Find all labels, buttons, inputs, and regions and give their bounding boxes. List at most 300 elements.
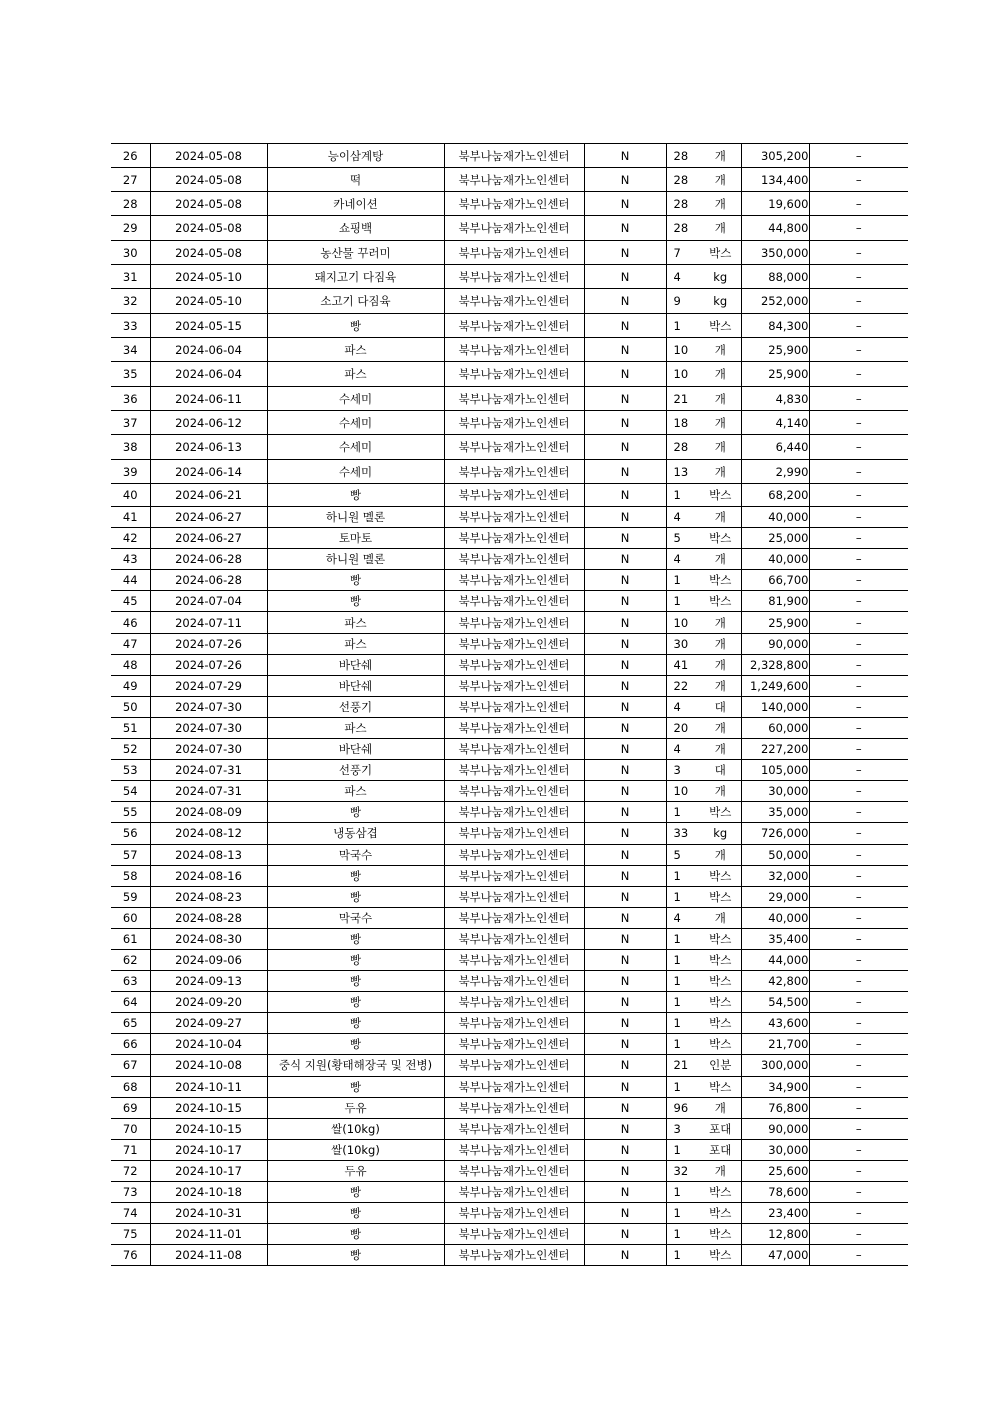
row-unit: 개 <box>700 781 741 802</box>
row-organization: 북부나눔재가노인센터 <box>444 802 584 823</box>
row-item: 수세미 <box>267 435 444 460</box>
row-number: 31 <box>111 265 150 289</box>
row-organization: 북부나눔재가노인센터 <box>444 928 584 949</box>
table-row <box>111 528 908 549</box>
row-organization: 북부나눔재가노인센터 <box>444 289 584 314</box>
row-date: 2024-07-29 <box>150 675 267 696</box>
row-amount: 350,000 <box>741 241 809 265</box>
row-quantity: 1 <box>666 1013 700 1034</box>
row-amount: 68,200 <box>741 484 809 507</box>
row-number: 27 <box>111 168 150 192</box>
row-date: 2024-06-12 <box>150 411 267 435</box>
row-unit: 포대 <box>700 1139 741 1160</box>
row-number: 62 <box>111 949 150 970</box>
row-item: 파스 <box>267 338 444 362</box>
row-date: 2024-06-28 <box>150 570 267 591</box>
row-item: 빵 <box>267 1034 444 1055</box>
row-number: 56 <box>111 823 150 844</box>
row-remark: – <box>809 971 908 992</box>
row-item: 막국수 <box>267 844 444 865</box>
table-row <box>111 1160 908 1181</box>
row-amount: 140,000 <box>741 696 809 717</box>
row-date: 2024-09-20 <box>150 992 267 1013</box>
row-quantity: 1 <box>666 591 700 612</box>
row-number: 71 <box>111 1139 150 1160</box>
row-organization: 북부나눔재가노인센터 <box>444 528 584 549</box>
row-item: 토마토 <box>267 528 444 549</box>
table-row <box>111 823 908 844</box>
row-item: 빵 <box>267 314 444 338</box>
row-unit: kg <box>700 823 741 844</box>
row-flag: N <box>584 1034 666 1055</box>
row-number: 26 <box>111 144 150 168</box>
row-unit: 박스 <box>700 1013 741 1034</box>
row-quantity: 5 <box>666 844 700 865</box>
row-unit: 박스 <box>700 949 741 970</box>
row-date: 2024-08-12 <box>150 823 267 844</box>
row-item: 쇼핑백 <box>267 216 444 241</box>
table-row <box>111 1097 908 1118</box>
row-item: 카네이션 <box>267 192 444 216</box>
table-row <box>111 289 908 314</box>
row-amount: 81,900 <box>741 591 809 612</box>
row-unit: 박스 <box>700 314 741 338</box>
row-quantity: 1 <box>666 865 700 886</box>
row-unit: 개 <box>700 717 741 738</box>
row-organization: 북부나눔재가노인센터 <box>444 460 584 484</box>
row-quantity: 30 <box>666 633 700 654</box>
table-row <box>111 435 908 460</box>
row-item: 빵 <box>267 886 444 907</box>
row-flag: N <box>584 1076 666 1097</box>
row-organization: 북부나눔재가노인센터 <box>444 411 584 435</box>
row-item: 선풍기 <box>267 696 444 717</box>
row-amount: 43,600 <box>741 1013 809 1034</box>
row-flag: N <box>584 1139 666 1160</box>
row-flag: N <box>584 781 666 802</box>
row-quantity: 13 <box>666 460 700 484</box>
row-organization: 북부나눔재가노인센터 <box>444 1097 584 1118</box>
row-flag: N <box>584 612 666 633</box>
row-quantity: 28 <box>666 144 700 168</box>
row-organization: 북부나눔재가노인센터 <box>444 1013 584 1034</box>
row-flag: N <box>584 865 666 886</box>
row-item: 파스 <box>267 633 444 654</box>
row-unit: 박스 <box>700 802 741 823</box>
row-date: 2024-08-30 <box>150 928 267 949</box>
row-date: 2024-09-27 <box>150 1013 267 1034</box>
table-row <box>111 1055 908 1076</box>
row-quantity: 1 <box>666 1182 700 1203</box>
row-remark: – <box>809 1034 908 1055</box>
row-amount: 32,000 <box>741 865 809 886</box>
row-flag: N <box>584 696 666 717</box>
row-number: 28 <box>111 192 150 216</box>
table-row <box>111 1182 908 1203</box>
row-quantity: 1 <box>666 1203 700 1224</box>
row-date: 2024-11-08 <box>150 1245 267 1266</box>
row-unit: 대 <box>700 696 741 717</box>
row-flag: N <box>584 1245 666 1266</box>
row-flag: N <box>584 570 666 591</box>
row-remark: – <box>809 865 908 886</box>
row-quantity: 4 <box>666 696 700 717</box>
row-quantity: 18 <box>666 411 700 435</box>
table-row <box>111 1118 908 1139</box>
row-remark: – <box>809 289 908 314</box>
row-organization: 북부나눔재가노인센터 <box>444 1203 584 1224</box>
row-remark: – <box>809 633 908 654</box>
row-quantity: 41 <box>666 654 700 675</box>
row-amount: 29,000 <box>741 886 809 907</box>
row-unit: 박스 <box>700 591 741 612</box>
row-remark: – <box>809 1182 908 1203</box>
row-flag: N <box>584 949 666 970</box>
row-date: 2024-10-17 <box>150 1139 267 1160</box>
row-quantity: 10 <box>666 362 700 387</box>
row-remark: – <box>809 484 908 507</box>
row-number: 70 <box>111 1118 150 1139</box>
row-item: 막국수 <box>267 907 444 928</box>
table-row <box>111 717 908 738</box>
row-flag: N <box>584 411 666 435</box>
table-row <box>111 654 908 675</box>
row-date: 2024-07-04 <box>150 591 267 612</box>
row-organization: 북부나눔재가노인센터 <box>444 216 584 241</box>
row-organization: 북부나눔재가노인센터 <box>444 168 584 192</box>
row-flag: N <box>584 886 666 907</box>
row-remark: – <box>809 739 908 760</box>
row-amount: 134,400 <box>741 168 809 192</box>
row-date: 2024-10-11 <box>150 1076 267 1097</box>
row-item: 냉동삼겹 <box>267 823 444 844</box>
row-quantity: 1 <box>666 928 700 949</box>
row-quantity: 20 <box>666 717 700 738</box>
row-remark: – <box>809 460 908 484</box>
row-amount: 25,900 <box>741 612 809 633</box>
table-row <box>111 216 908 241</box>
row-item: 돼지고기 다짐육 <box>267 265 444 289</box>
row-unit: 개 <box>700 338 741 362</box>
row-number: 43 <box>111 549 150 570</box>
row-amount: 227,200 <box>741 739 809 760</box>
table-row <box>111 949 908 970</box>
row-date: 2024-10-17 <box>150 1160 267 1181</box>
row-flag: N <box>584 633 666 654</box>
row-quantity: 10 <box>666 338 700 362</box>
row-organization: 북부나눔재가노인센터 <box>444 1139 584 1160</box>
row-number: 39 <box>111 460 150 484</box>
table-row <box>111 971 908 992</box>
row-unit: 대 <box>700 760 741 781</box>
row-amount: 2,990 <box>741 460 809 484</box>
row-amount: 44,800 <box>741 216 809 241</box>
row-remark: – <box>809 717 908 738</box>
table-row <box>111 265 908 289</box>
row-flag: N <box>584 1182 666 1203</box>
row-number: 45 <box>111 591 150 612</box>
row-organization: 북부나눔재가노인센터 <box>444 1160 584 1181</box>
row-flag: N <box>584 928 666 949</box>
row-unit: 박스 <box>700 1034 741 1055</box>
row-quantity: 10 <box>666 781 700 802</box>
row-organization: 북부나눔재가노인센터 <box>444 971 584 992</box>
row-quantity: 21 <box>666 1055 700 1076</box>
row-remark: – <box>809 886 908 907</box>
row-remark: – <box>809 1203 908 1224</box>
row-date: 2024-07-26 <box>150 633 267 654</box>
row-date: 2024-06-14 <box>150 460 267 484</box>
row-item: 빵 <box>267 802 444 823</box>
row-amount: 25,000 <box>741 528 809 549</box>
row-amount: 60,000 <box>741 717 809 738</box>
row-organization: 북부나눔재가노인센터 <box>444 591 584 612</box>
row-number: 61 <box>111 928 150 949</box>
row-number: 51 <box>111 717 150 738</box>
row-flag: N <box>584 1055 666 1076</box>
row-unit: 개 <box>700 844 741 865</box>
table-row <box>111 507 908 528</box>
row-number: 34 <box>111 338 150 362</box>
table-row <box>111 362 908 387</box>
row-number: 41 <box>111 507 150 528</box>
row-date: 2024-10-15 <box>150 1097 267 1118</box>
row-quantity: 28 <box>666 216 700 241</box>
row-unit: 포대 <box>700 1118 741 1139</box>
row-quantity: 9 <box>666 289 700 314</box>
row-item: 빵 <box>267 1182 444 1203</box>
row-quantity: 3 <box>666 1118 700 1139</box>
row-organization: 북부나눔재가노인센터 <box>444 435 584 460</box>
row-number: 68 <box>111 1076 150 1097</box>
row-item: 바단쉐 <box>267 654 444 675</box>
row-number: 74 <box>111 1203 150 1224</box>
row-remark: – <box>809 314 908 338</box>
row-organization: 북부나눔재가노인센터 <box>444 633 584 654</box>
table-row <box>111 1203 908 1224</box>
row-number: 36 <box>111 387 150 411</box>
row-quantity: 1 <box>666 802 700 823</box>
row-remark: – <box>809 1139 908 1160</box>
row-organization: 북부나눔재가노인센터 <box>444 1224 584 1245</box>
row-organization: 북부나눔재가노인센터 <box>444 1118 584 1139</box>
row-unit: 개 <box>700 549 741 570</box>
row-organization: 북부나눔재가노인센터 <box>444 362 584 387</box>
row-flag: N <box>584 549 666 570</box>
table-row <box>111 241 908 265</box>
table-row <box>111 192 908 216</box>
row-organization: 북부나눔재가노인센터 <box>444 844 584 865</box>
row-quantity: 33 <box>666 823 700 844</box>
row-amount: 30,000 <box>741 781 809 802</box>
row-organization: 북부나눔재가노인센터 <box>444 549 584 570</box>
row-number: 59 <box>111 886 150 907</box>
row-quantity: 1 <box>666 992 700 1013</box>
row-date: 2024-06-04 <box>150 338 267 362</box>
row-unit: 개 <box>700 1097 741 1118</box>
row-date: 2024-10-08 <box>150 1055 267 1076</box>
table-row <box>111 1224 908 1245</box>
row-number: 38 <box>111 435 150 460</box>
row-date: 2024-05-08 <box>150 241 267 265</box>
row-flag: N <box>584 265 666 289</box>
row-date: 2024-06-11 <box>150 387 267 411</box>
row-unit: 박스 <box>700 1224 741 1245</box>
row-unit: 개 <box>700 387 741 411</box>
row-remark: – <box>809 168 908 192</box>
row-amount: 40,000 <box>741 549 809 570</box>
row-quantity: 4 <box>666 739 700 760</box>
row-number: 53 <box>111 760 150 781</box>
row-date: 2024-05-08 <box>150 144 267 168</box>
row-quantity: 1 <box>666 886 700 907</box>
row-remark: – <box>809 823 908 844</box>
row-quantity: 1 <box>666 1139 700 1160</box>
row-unit: 개 <box>700 612 741 633</box>
row-unit: 박스 <box>700 1076 741 1097</box>
table-row <box>111 460 908 484</box>
table-row <box>111 844 908 865</box>
row-date: 2024-06-27 <box>150 507 267 528</box>
row-item: 빵 <box>267 591 444 612</box>
row-unit: 개 <box>700 362 741 387</box>
table-row <box>111 570 908 591</box>
row-remark: – <box>809 1224 908 1245</box>
row-date: 2024-05-15 <box>150 314 267 338</box>
row-date: 2024-08-23 <box>150 886 267 907</box>
row-organization: 북부나눔재가노인센터 <box>444 949 584 970</box>
row-organization: 북부나눔재가노인센터 <box>444 192 584 216</box>
row-quantity: 1 <box>666 1224 700 1245</box>
row-date: 2024-10-04 <box>150 1034 267 1055</box>
row-item: 능이삼계탕 <box>267 144 444 168</box>
row-flag: N <box>584 528 666 549</box>
row-remark: – <box>809 781 908 802</box>
row-number: 75 <box>111 1224 150 1245</box>
row-flag: N <box>584 907 666 928</box>
row-item: 빵 <box>267 971 444 992</box>
row-organization: 북부나눔재가노인센터 <box>444 144 584 168</box>
row-flag: N <box>584 1013 666 1034</box>
row-flag: N <box>584 992 666 1013</box>
row-item: 농산물 꾸러미 <box>267 241 444 265</box>
row-amount: 84,300 <box>741 314 809 338</box>
row-amount: 40,000 <box>741 907 809 928</box>
table-row <box>111 411 908 435</box>
row-item: 수세미 <box>267 387 444 411</box>
row-flag: N <box>584 1160 666 1181</box>
row-item: 쌀(10kg) <box>267 1118 444 1139</box>
row-quantity: 21 <box>666 387 700 411</box>
row-date: 2024-10-18 <box>150 1182 267 1203</box>
table-row <box>111 1245 908 1266</box>
row-flag: N <box>584 844 666 865</box>
row-amount: 42,800 <box>741 971 809 992</box>
row-organization: 북부나눔재가노인센터 <box>444 612 584 633</box>
row-quantity: 4 <box>666 907 700 928</box>
row-flag: N <box>584 802 666 823</box>
row-organization: 북부나눔재가노인센터 <box>444 886 584 907</box>
row-flag: N <box>584 675 666 696</box>
row-organization: 북부나눔재가노인센터 <box>444 338 584 362</box>
row-item: 빵 <box>267 928 444 949</box>
row-flag: N <box>584 1203 666 1224</box>
row-item: 수세미 <box>267 411 444 435</box>
row-remark: – <box>809 435 908 460</box>
row-quantity: 96 <box>666 1097 700 1118</box>
row-number: 48 <box>111 654 150 675</box>
row-date: 2024-11-01 <box>150 1224 267 1245</box>
row-unit: 개 <box>700 1160 741 1181</box>
row-unit: 개 <box>700 192 741 216</box>
row-remark: – <box>809 192 908 216</box>
row-amount: 2,328,800 <box>741 654 809 675</box>
row-unit: 개 <box>700 168 741 192</box>
row-number: 60 <box>111 907 150 928</box>
row-quantity: 5 <box>666 528 700 549</box>
row-organization: 북부나눔재가노인센터 <box>444 570 584 591</box>
table-row <box>111 1013 908 1034</box>
row-date: 2024-06-21 <box>150 484 267 507</box>
row-remark: – <box>809 654 908 675</box>
row-number: 29 <box>111 216 150 241</box>
row-quantity: 1 <box>666 1245 700 1266</box>
row-date: 2024-10-31 <box>150 1203 267 1224</box>
row-remark: – <box>809 949 908 970</box>
row-unit: 박스 <box>700 241 741 265</box>
row-remark: – <box>809 907 908 928</box>
table-row <box>111 675 908 696</box>
row-remark: – <box>809 570 908 591</box>
row-date: 2024-07-26 <box>150 654 267 675</box>
table-row <box>111 928 908 949</box>
row-item: 바단쉐 <box>267 675 444 696</box>
row-item: 빵 <box>267 949 444 970</box>
row-remark: – <box>809 591 908 612</box>
row-amount: 30,000 <box>741 1139 809 1160</box>
row-remark: – <box>809 1160 908 1181</box>
row-number: 76 <box>111 1245 150 1266</box>
row-amount: 4,830 <box>741 387 809 411</box>
row-item: 빵 <box>267 1224 444 1245</box>
row-organization: 북부나눔재가노인센터 <box>444 760 584 781</box>
row-flag: N <box>584 362 666 387</box>
row-quantity: 4 <box>666 507 700 528</box>
row-amount: 34,900 <box>741 1076 809 1097</box>
row-organization: 북부나눔재가노인센터 <box>444 654 584 675</box>
row-amount: 105,000 <box>741 760 809 781</box>
row-quantity: 4 <box>666 265 700 289</box>
row-quantity: 7 <box>666 241 700 265</box>
row-flag: N <box>584 971 666 992</box>
row-item: 소고기 다짐육 <box>267 289 444 314</box>
row-amount: 19,600 <box>741 192 809 216</box>
row-organization: 북부나눔재가노인센터 <box>444 675 584 696</box>
row-number: 40 <box>111 484 150 507</box>
table-row <box>111 612 908 633</box>
row-organization: 북부나눔재가노인센터 <box>444 507 584 528</box>
row-quantity: 1 <box>666 570 700 591</box>
row-remark: – <box>809 1076 908 1097</box>
row-flag: N <box>584 387 666 411</box>
row-date: 2024-07-30 <box>150 696 267 717</box>
table-row <box>111 1034 908 1055</box>
row-unit: 박스 <box>700 484 741 507</box>
row-item: 바단쉐 <box>267 739 444 760</box>
row-flag: N <box>584 739 666 760</box>
table-row <box>111 633 908 654</box>
row-date: 2024-05-10 <box>150 265 267 289</box>
